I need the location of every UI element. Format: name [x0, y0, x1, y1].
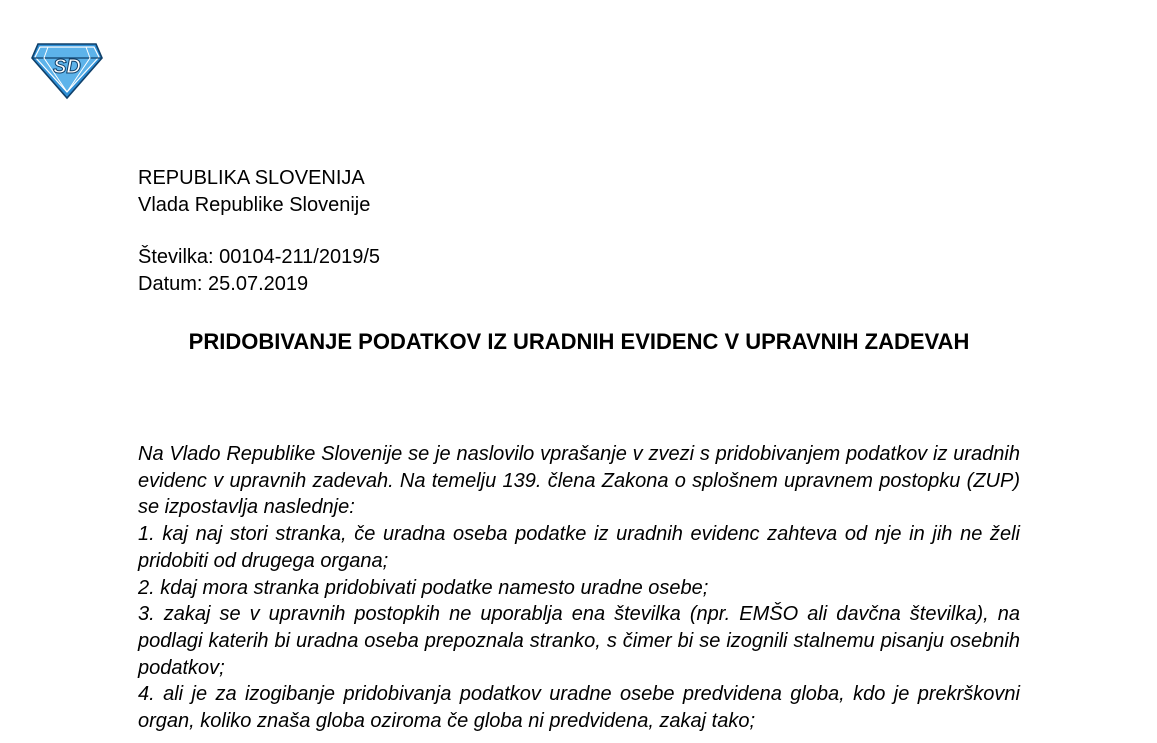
republic-name: REPUBLIKA SLOVENIJA [138, 167, 365, 189]
question-item-1: 1. kaj naj stori stranka, če uradna oseba podatke iz uradnih evidenc zahteva od nje in jih ne želi pridobiti od drugega organa; [138, 523, 1020, 572]
document-title: PRIDOBIVANJE PODATKOV IZ URADNIH EVIDENC V UPRAVNIH ZADEVAH [188, 329, 970, 354]
logo-text: SD [53, 56, 81, 78]
intro-paragraph: Na Vlado Republike Slovenije se je naslovilo vprašanje v zvezi s pridobivanjem podatkov iz uradnih evidenc v upravnih zadevah. Na temelju 139. člena Zakona o splošnem upravnem postopku (ZUP) se izpostavlja naslednje: [138, 443, 1020, 519]
question-item-4: 4. ali je za izogibanje pridobivanja podatkov uradne osebe predvidena globa, kdo je prekrškovni organ, koliko znaša globa oziroma če globa ni predvidena, zakaj tako; [138, 683, 1020, 733]
document-body [138, 441, 1020, 735]
government-name: Vlada Republike Slovenije [138, 194, 371, 216]
sd-diamond-logo-icon [30, 40, 104, 100]
document-number: Številka: 00104-211/2019/5 [138, 246, 381, 268]
document-date: Datum: 25.07.2019 [138, 273, 309, 295]
question-item-3: 3. zakaj se v upravnih postopkih ne uporablja ena številka (npr. EMŠO ali davčna številka), na podlagi katerih bi uradna oseba prepoznala stranko, s čimer bi se izognili stalnemu pisanju osebnih podatkov; [138, 603, 1020, 679]
question-item-2: 2. kdaj mora stranka pridobivati podatke namesto uradne osebe; [138, 576, 709, 599]
